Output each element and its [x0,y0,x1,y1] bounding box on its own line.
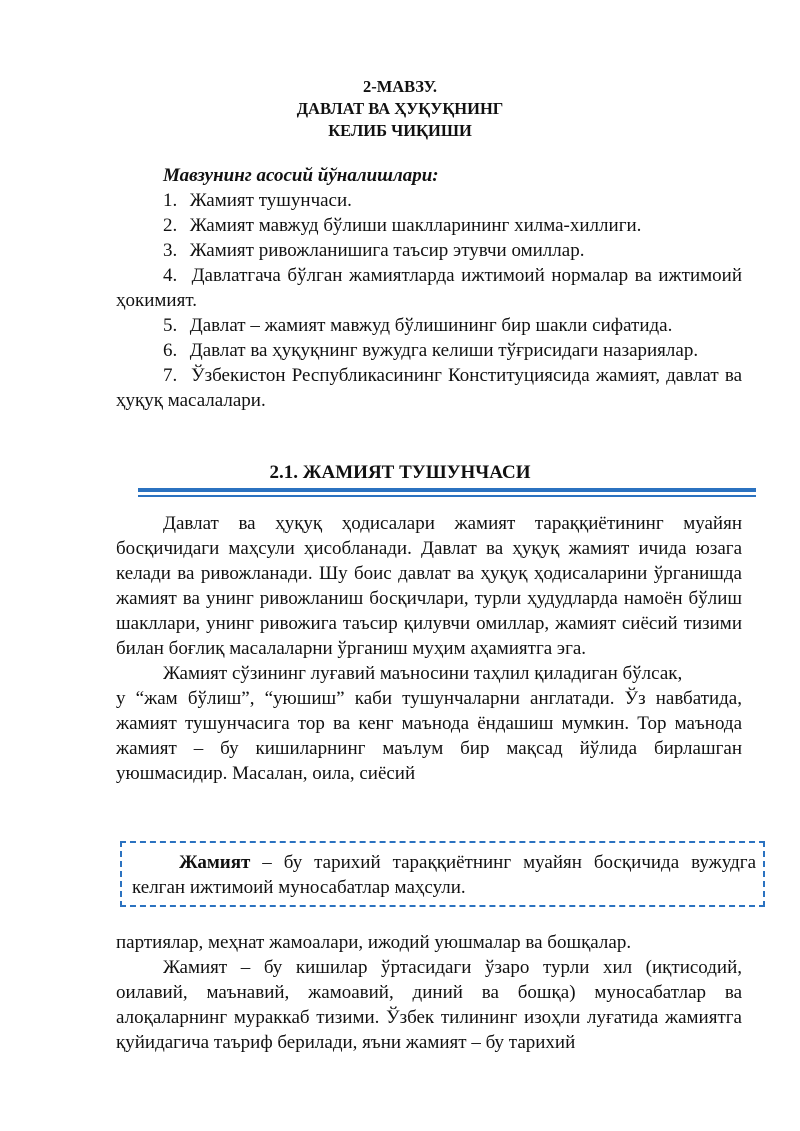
body-text-bottom [116,930,742,1055]
section-title: 2.1. ЖАМИЯТ ТУШУНЧАСИ [269,462,531,483]
topics-list [116,163,742,413]
section-rule-thin [138,495,756,497]
topic-text: Давлат ва ҳуқуқнинг вужудга келиши тўғрисидаги назариялар. [189,340,699,361]
chapter-title-line-2: ДАВЛАТ ВА ҲУҚУҚНИНГ [296,99,504,118]
topic-item-3 [116,238,742,263]
paragraph-2b: у “жам бўлиш”, “уюшиш” каби тушунчаларни англатади. Ўз навбатида, жамият тушунчасига тор ва кенг маънода ёндашиш мумкин. Тор маънода жамият – бу кишиларнинг маълум бир мақсад йўлида бирлашган уюшмасидир. Масалан, оила, сиёсий [116,688,742,784]
chapter-title-line-1: 2-МАВЗУ. [362,77,438,96]
topic-text: Жамият ривожланишига таъсир этувчи омиллар. [189,240,585,261]
topic-item-6 [116,338,742,363]
topic-text: Жамият тушунчаси. [189,190,352,211]
topic-item-7 [116,363,742,413]
topic-text: Жамият мавжуд бўлиши шаклларининг хилма-хиллиги. [189,215,642,236]
chapter-title-line-3: КЕЛИБ ЧИҚИШИ [328,121,472,140]
topic-item-4 [116,263,742,313]
paragraph-1: Давлат ва ҳуқуқ ҳодисалари жамият тараққиётининг муайян босқичидаги маҳсули ҳисобланади. Давлат ва ҳуқуқ жамият ичида юзага келади ва ривожланади. Шу боис давлат ва ҳуқуқ ҳодисаларини ўрганишда жамият ва унинг ривожланиш босқичлари, турли ҳудудларда намоён бўлиш шакллари, унинг ривожига таъсир қилувчи омиллар, жамият сиёсий тизими билан боғлиқ масалаларни ўрганиш муҳим аҳамиятга эга. [116,513,742,659]
section-rule-thick [138,488,756,492]
definition-body: – бу тарихий тараққиётнинг муайян босқичида вужудга келган ижтимоий муносабатлар маҳсули. [132,852,756,898]
chapter-title [0,76,800,142]
paragraph-2c: партиялар, меҳнат жамоалари, ижодий уюшмалар ва бошқалар. [116,932,632,953]
topic-number: 4. [163,265,178,286]
topic-text: Давлат – жамият мавжуд бўлишининг бир шакли сифатида. [189,315,673,336]
topic-number: 6. [163,340,178,361]
topic-number: 1. [163,190,178,211]
topic-number: 2. [163,215,178,236]
body-text-top [116,511,742,786]
paragraph-2a: Жамият сўзининг луғавий маъносини таҳлил қиладиган бўлсак, [163,663,683,684]
topic-number: 3. [163,240,178,261]
definition-term: Жамият [179,852,251,873]
definition-text [132,850,756,900]
topic-item-2 [116,213,742,238]
topic-text: Давлатгача бўлган жамиятларда ижтимоий нормалар ва ижтимоий ҳокимият. [116,265,743,311]
topic-number: 5. [163,315,178,336]
topic-number: 7. [163,365,178,386]
topic-item-1 [116,188,742,213]
definition-callout [120,841,765,907]
topic-item-5 [116,313,742,338]
topics-heading: Мавзунинг асосий йўналишлари: [163,165,439,186]
topic-text: Ўзбекистон Республикасининг Конституциясида жамият, давлат ва ҳуқуқ масалалари. [116,365,743,411]
paragraph-3: Жамият – бу кишилар ўртасидаги ўзаро турли хил (иқтисодий, оилавий, маънавий, жамоавий, диний ва бошқа) муносабатлар ва алоқаларнинг мураккаб тизими. Ўзбек тилининг изоҳли луғатида жамиятга қуйидагича таъриф берилади, яъни жамият – бу тарихий [116,957,742,1053]
